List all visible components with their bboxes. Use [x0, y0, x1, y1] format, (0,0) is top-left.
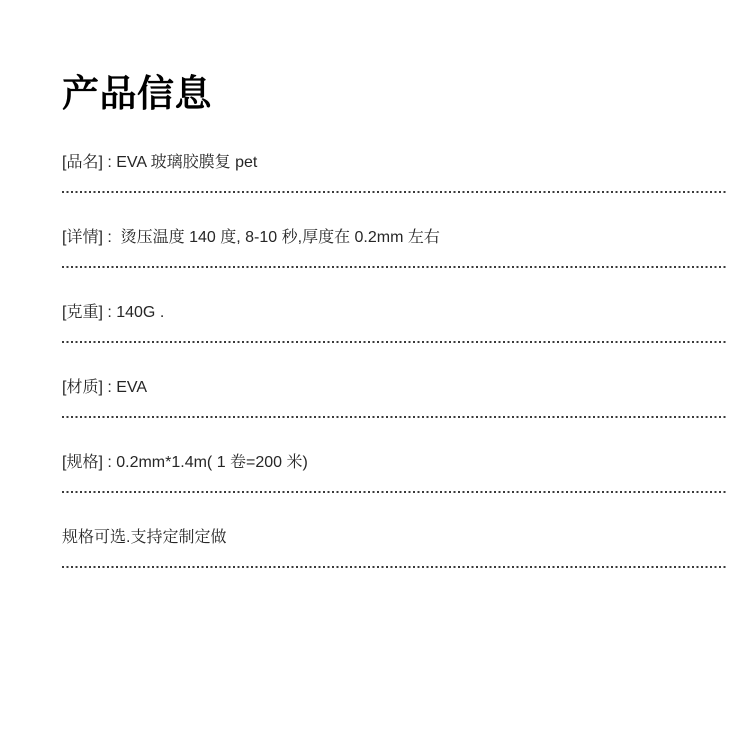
product-attribute-row-weight	[62, 268, 728, 341]
product-attribute-row-spec	[62, 418, 728, 491]
product-details-text: [详情] : 烫压温度 140 度, 8-10 秒,厚度在 0.2mm 左右	[62, 229, 440, 246]
dotted-divider	[62, 566, 728, 568]
product-material-text: [材质] : EVA	[62, 379, 148, 396]
product-note-row	[62, 493, 728, 566]
product-info-page	[62, 74, 728, 568]
product-name-text: [品名] : EVA 玻璃胶膜复 pet	[62, 154, 258, 171]
page-title: 产品信息	[62, 74, 212, 115]
product-attribute-row-material	[62, 343, 728, 416]
product-weight-text: [克重] : 140G .	[62, 304, 165, 321]
product-spec-text: [规格] : 0.2mm*1.4m( 1 卷=200 米)	[62, 454, 308, 471]
product-attribute-row-name	[62, 118, 728, 191]
product-note-text: 规格可选.支持定制定做	[62, 529, 227, 546]
product-attribute-row-details	[62, 193, 728, 266]
